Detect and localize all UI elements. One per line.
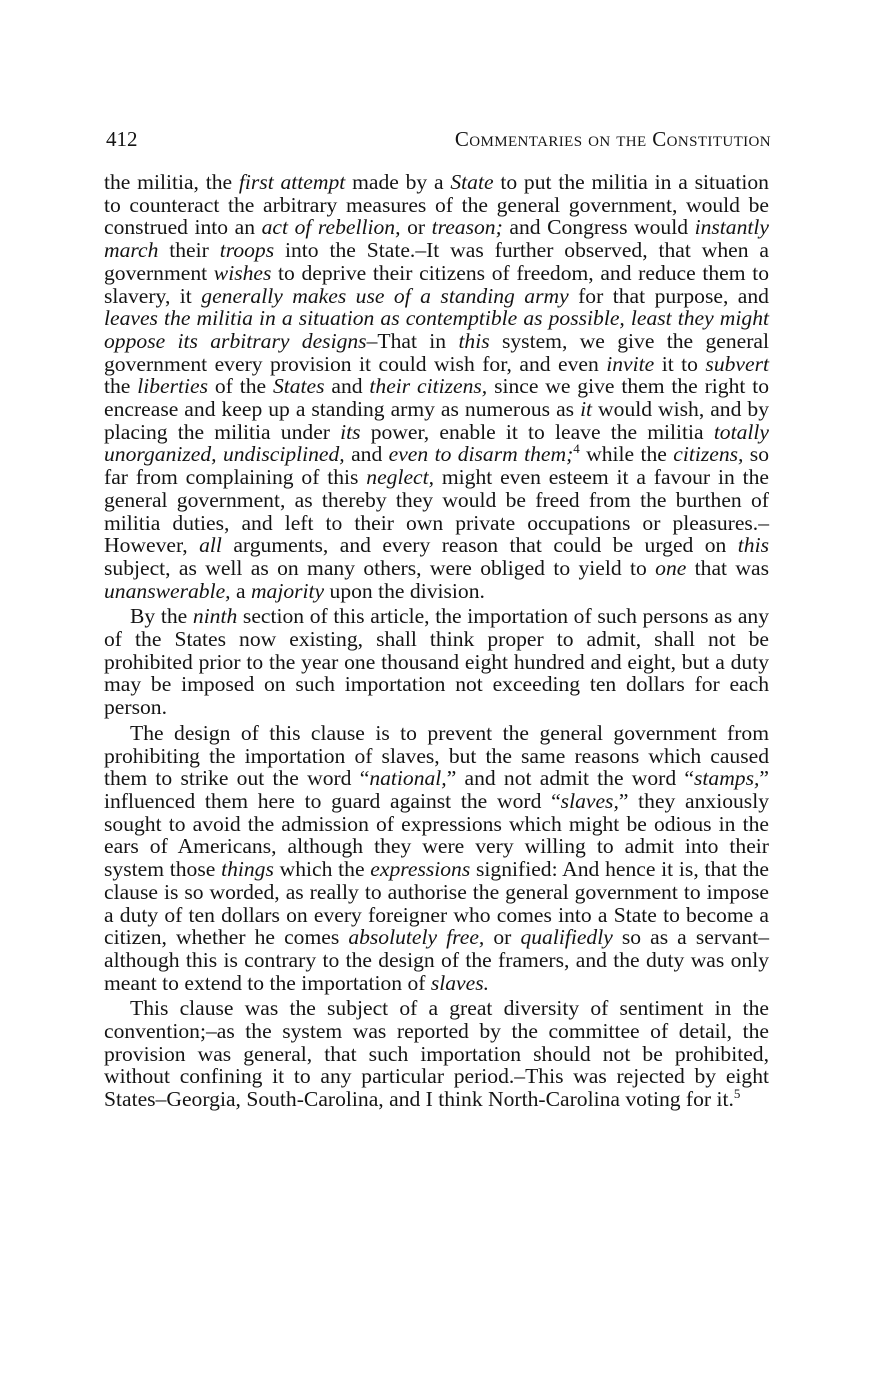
- text-segment: of the: [208, 374, 273, 399]
- italic-text: subvert: [705, 351, 769, 376]
- text-segment: signified: And hence it is, that the clause is so worded, as really to authorise the general government to impose a duty of ten dollars on every foreigner who comes into a State to become a citizen, whether he comes: [104, 857, 769, 950]
- paragraph: [104, 171, 769, 602]
- text-segment: upon the division.: [324, 578, 485, 603]
- text-segment: to deprive their citizens of freedom, and reduce them to slavery, it: [104, 260, 769, 308]
- italic-text: neglect,: [366, 465, 435, 490]
- italic-text: majority: [250, 578, 325, 603]
- text-segment: might even esteem it a favour in the general government, as thereby they would be freed from the burthen of militia duties, and left to their own private occupations or pleasures.–However,: [104, 465, 769, 558]
- italic-text: troops: [219, 238, 275, 263]
- italic-text: citizens,: [673, 442, 744, 467]
- text-segment: –That in: [366, 328, 459, 353]
- italic-text: wishes: [213, 260, 272, 285]
- italic-text: liberties: [137, 374, 209, 399]
- text-segment: system, we give the general government every provision it could wish for, and even: [104, 328, 769, 376]
- text-segment: ” influenced them here to guard against the word “: [104, 766, 769, 813]
- italic-text: State: [450, 170, 494, 194]
- text-segment: that was: [686, 555, 769, 580]
- running-head: [106, 124, 771, 154]
- text-segment: the: [104, 374, 138, 399]
- text-segment: arguments, and every reason that could be urged on: [221, 533, 738, 558]
- paragraph: [104, 605, 769, 719]
- text-segment: to put the militia in a situation to counteract the arbitrary measures of the general government, would be construed into an: [104, 170, 769, 240]
- italic-text: act of rebellion,: [261, 215, 401, 240]
- paragraph: [104, 722, 769, 994]
- text-segment: so as a servant–although this is contrary to the design of the framers, and the duty was only meant to extend to the importation of: [104, 925, 769, 995]
- italic-text: slaves,: [560, 788, 619, 813]
- text-segment: ” and not admit the word “: [446, 766, 694, 791]
- text-segment: The design of this clause is to prevent the general government from prohibiting the importation of slaves, but the same reasons which caused them to strike out the word “: [104, 720, 769, 791]
- text-segment: for that purpose, and: [568, 283, 769, 308]
- italic-text: one: [655, 555, 687, 580]
- text-segment: By the: [130, 604, 193, 629]
- italic-text: this: [458, 328, 490, 353]
- italic-text: all: [199, 533, 222, 558]
- text-segment: and Congress would: [502, 215, 695, 240]
- italic-text: leaves the militia in a situation as contemptible as possible, least they might oppose its arbitrary designs: [104, 306, 769, 353]
- italic-text: totally unorganized, undisciplined,: [104, 419, 769, 467]
- italic-text: first attempt: [238, 170, 346, 194]
- italic-text: unanswerable,: [104, 578, 231, 603]
- text-segment: their: [158, 238, 220, 263]
- italic-text: generally makes use of a standing army: [201, 283, 569, 308]
- body-text: [104, 171, 769, 1111]
- italic-text: stamps,: [694, 766, 760, 791]
- text-segment: This clause was the subject of a great diversity of sentiment in the convention;–as the system was reported by the committee of detail, the provision was general, that such importation should not be prohibited, without confining it to any particular period.–This was rejected by eight States–Georgia, South-Carolina, and I think North-Carolina voting for it.: [104, 996, 769, 1112]
- italic-text: their citizens,: [369, 374, 488, 399]
- text-segment: which the: [273, 857, 371, 882]
- italic-text: ninth: [192, 604, 238, 629]
- text-segment: would wish, and by placing the militia under: [104, 397, 769, 444]
- text-segment: it to: [654, 351, 706, 376]
- italic-text: even to disarm them;: [388, 442, 574, 467]
- paragraph: [104, 997, 769, 1111]
- italic-text: its: [340, 419, 361, 444]
- italic-text: invite: [606, 351, 655, 376]
- text-segment: a: [230, 578, 251, 603]
- text-segment: ” they anxiously sought to avoid the admission of expressions which might be odious in the ears of Americans, although they were very willing to admit into their system those: [104, 788, 770, 882]
- italic-text: it: [580, 397, 593, 422]
- italic-text: slaves.: [430, 970, 489, 995]
- italic-text: States: [272, 374, 325, 399]
- text-segment: since we give them the right to encrease and keep up a standing army as numerous as: [104, 374, 770, 422]
- text-segment: into the State.–It was further observed, that when a government: [104, 238, 769, 285]
- text-segment: the militia, the: [104, 170, 239, 194]
- text-segment: power, enable it to leave the militia: [360, 419, 714, 444]
- footnote-marker: 5: [733, 1086, 741, 1102]
- text-segment: and: [344, 442, 389, 467]
- italic-text: expressions: [370, 857, 471, 882]
- text-segment: and: [324, 374, 370, 399]
- italic-text: national,: [369, 766, 447, 791]
- footnote-marker: 4: [573, 441, 580, 457]
- running-title: Commentaries on the Constitution: [454, 127, 771, 151]
- italic-text: qualifiedly: [520, 925, 613, 950]
- text-segment: section of this article, the importation of such persons as any of the States now existing, shall think proper to admit, shall not be prohibited prior to the year one thousand eight hundred and eight, but a duty may be imposed on such importation not exceeding ten dollars for each person.: [104, 604, 769, 720]
- italic-text: absolutely free,: [348, 925, 485, 950]
- text-segment: while the: [579, 442, 674, 467]
- text-segment: so far from complaining of this: [104, 442, 770, 490]
- text-segment: subject, as well as on many others, were obliged to yield to: [104, 555, 656, 580]
- text-segment: or: [484, 925, 521, 950]
- page-number: 412: [106, 127, 138, 151]
- italic-text: treason;: [431, 215, 503, 240]
- text-segment: made by a: [345, 170, 451, 194]
- italic-text: things: [221, 857, 274, 882]
- text-segment: or: [400, 215, 432, 240]
- italic-text: this: [737, 533, 769, 558]
- italic-text: instantly march: [104, 215, 769, 263]
